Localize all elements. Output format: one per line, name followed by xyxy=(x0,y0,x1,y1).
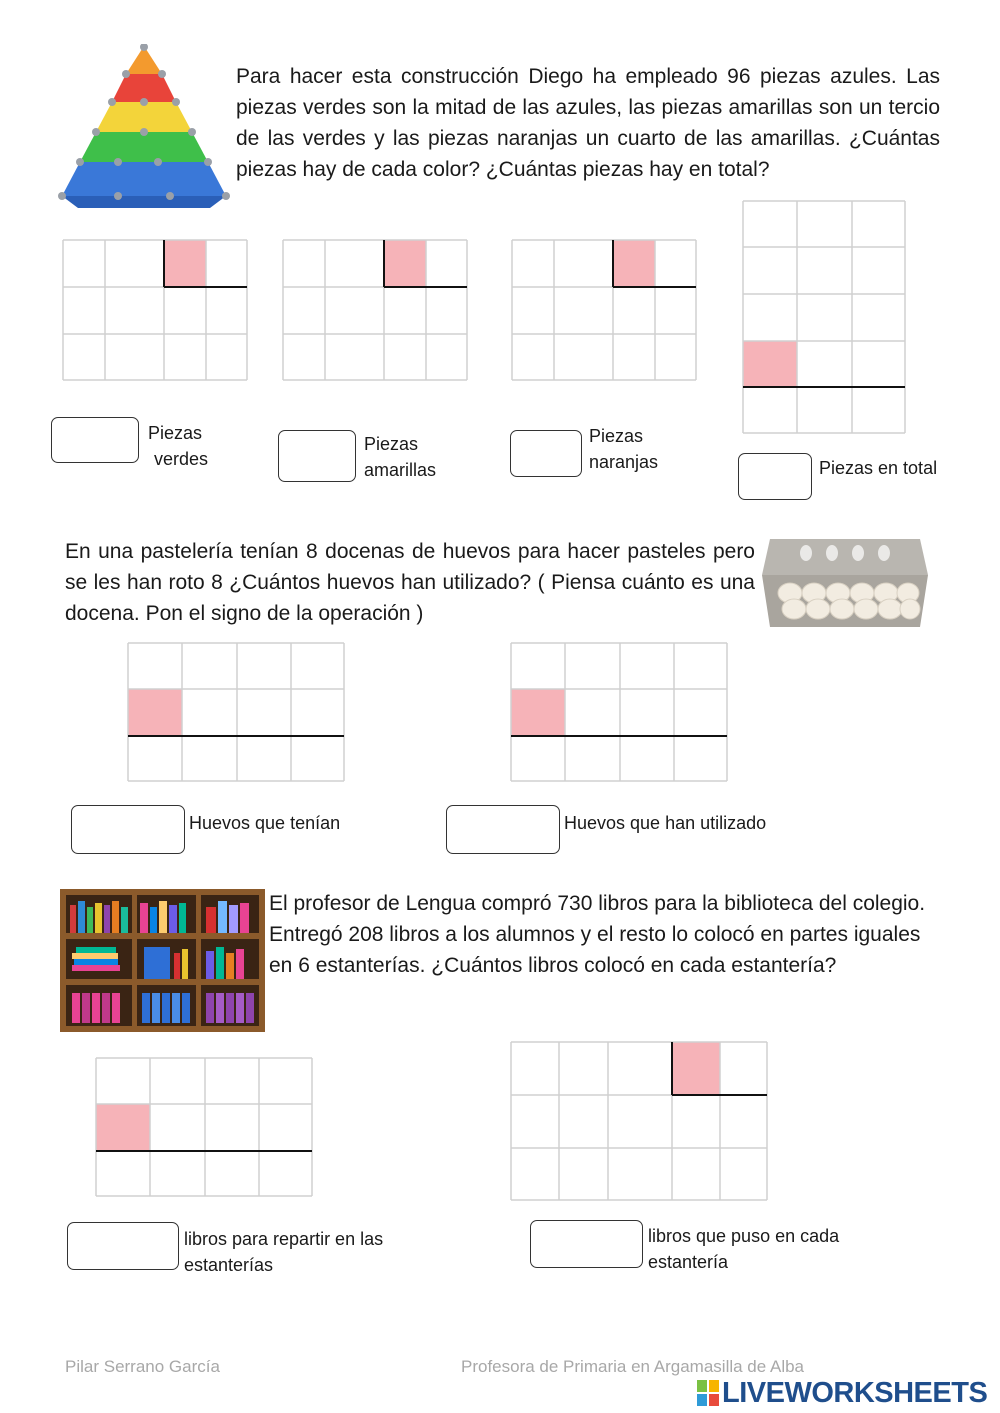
highlight-cell xyxy=(743,341,797,387)
label-line: Piezas xyxy=(364,434,419,454)
answer-box-libros-cada[interactable] xyxy=(530,1220,643,1268)
highlight-cell xyxy=(613,240,655,287)
highlight-cell xyxy=(96,1104,150,1151)
footer-author: Pilar Serrano García xyxy=(65,1357,220,1376)
label-piezas-naranjas xyxy=(589,423,658,475)
operation-grid-huevos-utilizado xyxy=(510,642,728,782)
operation-grid-huevos-tenian xyxy=(127,642,345,782)
operation-grid-libros-repartir xyxy=(95,1057,313,1197)
answer-box-piezas-verdes[interactable] xyxy=(51,417,139,463)
liveworksheets-wordmark: LIVEWORKSHEETS xyxy=(722,1376,988,1409)
label-line: estantería xyxy=(648,1252,729,1272)
label-line: estanterías xyxy=(184,1255,274,1275)
label-line: Piezas xyxy=(589,426,644,446)
highlight-cell xyxy=(128,689,182,736)
label-line: amarillas xyxy=(364,460,437,480)
operation-grid-naranjas xyxy=(511,239,697,381)
label-piezas-verdes xyxy=(148,420,208,472)
operation-grid-total xyxy=(742,200,906,434)
answer-box-piezas-amarillas[interactable] xyxy=(278,430,356,482)
label-line: verdes xyxy=(154,449,209,469)
operation-grid-verdes xyxy=(62,239,248,381)
label-huevos-tenian: Huevos que tenían xyxy=(189,813,341,833)
problem2-text: En una pastelería tenían 8 docenas de huevos para hacer pasteles pero se les han roto 8 ¿Cuántos huevos han utilizado? ( Piensa cuánto es una docena. Pon el signo de la operación ) xyxy=(65,540,755,625)
label-line: libros para repartir en las xyxy=(184,1229,384,1249)
label-line: libros que puso en cada xyxy=(648,1226,840,1246)
answer-box-piezas-naranjas[interactable] xyxy=(510,430,582,477)
label-line: Piezas xyxy=(148,423,203,443)
answer-box-libros-repartir[interactable] xyxy=(67,1222,179,1270)
answer-box-piezas-total[interactable] xyxy=(738,453,812,500)
liveworksheets-logo[interactable] xyxy=(697,1376,987,1410)
label-piezas-total: Piezas en total xyxy=(819,458,938,478)
answer-box-huevos-utilizado[interactable] xyxy=(446,805,560,854)
egg-carton-image xyxy=(760,535,928,635)
highlight-cell xyxy=(164,240,206,287)
label-huevos-utilizado: Huevos que han utilizado xyxy=(564,813,767,833)
liveworksheets-icon xyxy=(697,1380,719,1406)
label-line: naranjas xyxy=(589,452,659,472)
problem1-text: Para hacer esta construcción Diego ha empleado 96 piezas azules. Las piezas verdes son la mitad de las azules, las piezas amarillas son un tercio de las verdes y las piezas naranjas un cuarto de las amarillas. ¿Cuántas piezas hay de cada color? ¿Cuántas piezas hay en total? xyxy=(236,65,940,181)
footer-role: Profesora de Primaria en Argamasilla de Alba xyxy=(461,1357,805,1376)
label-libros-cada xyxy=(648,1223,839,1275)
bookshelf-image xyxy=(60,889,265,1032)
highlight-cell xyxy=(672,1042,720,1095)
operation-grid-amarillas xyxy=(282,239,468,381)
highlight-cell xyxy=(384,240,426,287)
label-piezas-amarillas xyxy=(364,431,436,483)
label-libros-repartir xyxy=(184,1226,383,1278)
highlight-cell xyxy=(511,689,565,736)
operation-grid-libros-cada xyxy=(510,1041,768,1201)
magnetic-pyramid-image xyxy=(58,44,230,216)
answer-box-huevos-tenian[interactable] xyxy=(71,805,185,854)
problem3-text: El profesor de Lengua compró 730 libros para la biblioteca del colegio. Entregó 208 libros a los alumnos y el resto lo colocó en partes iguales en 6 estanterías. ¿Cuántos libros colocó en cada estantería? xyxy=(269,892,926,977)
